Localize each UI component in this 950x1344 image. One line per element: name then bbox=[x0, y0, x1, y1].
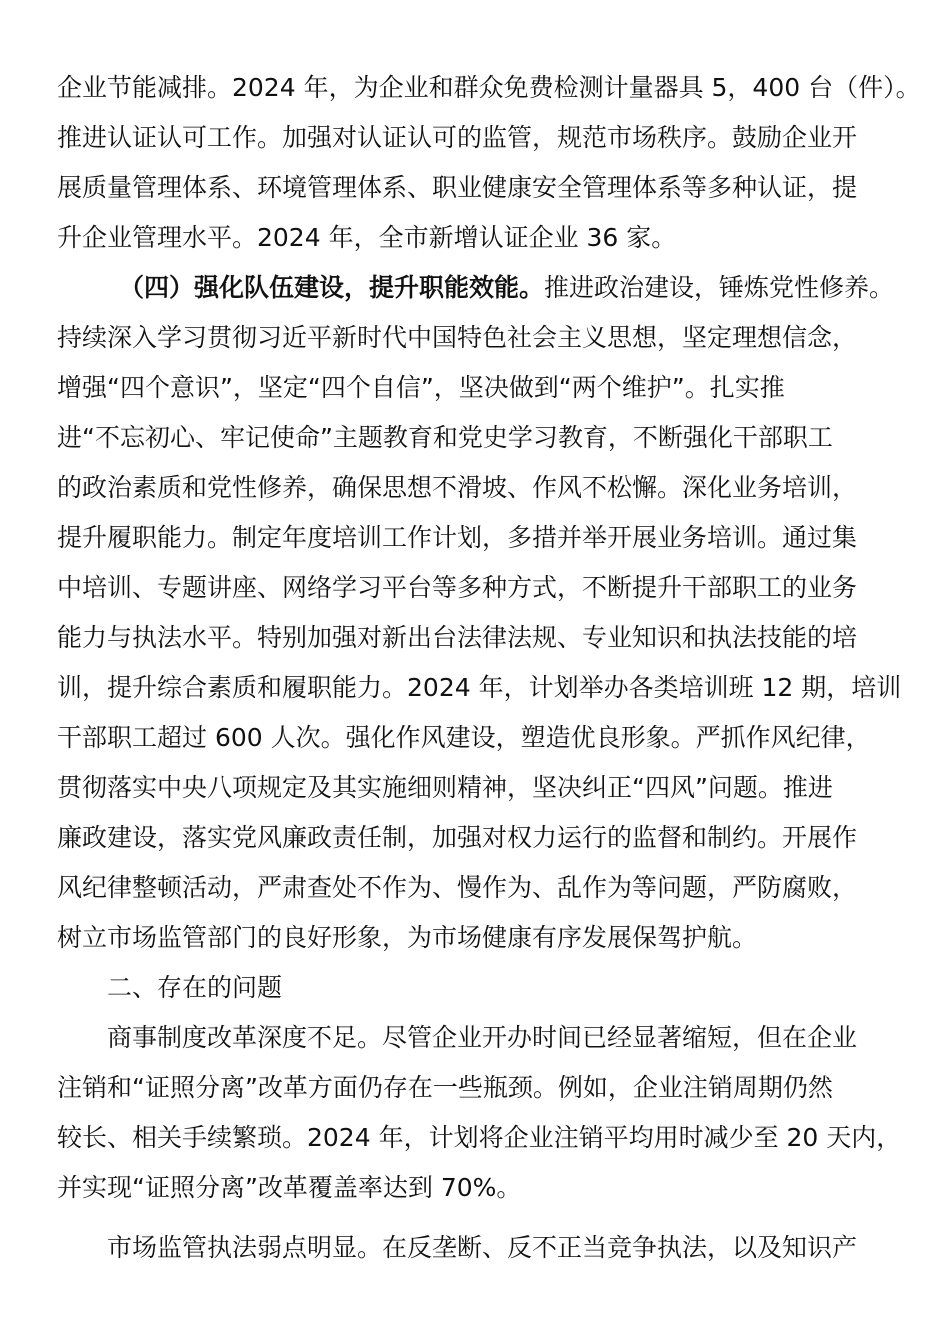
body-line: 较长、相关手续繁琐。2024 年，计划将企业注销平均用时减少至 20 天内， bbox=[57, 1123, 902, 1152]
body-line: 推进认证认可工作。加强对认证认可的监管，规范市场秩序。鼓励企业开 bbox=[57, 123, 858, 152]
body-line: 风纪律整顿活动，严肃查处不作为、慢作为、乱作为等问题，严防腐败， bbox=[57, 873, 858, 902]
body-line: 贯彻落实中央八项规定及其实施细则精神，坚决纠正“四风”问题。推进 bbox=[57, 773, 833, 802]
paragraph-gap bbox=[57, 1213, 897, 1223]
section-heading-problems: 二、存在的问题 bbox=[107, 973, 283, 1002]
body-line: 廉政建设，落实党风廉政责任制，加强对权力运行的监督和制约。开展作 bbox=[57, 823, 858, 852]
section-4-heading: （四）强化队伍建设，提升职能效能。 bbox=[119, 273, 545, 302]
body-line: 训，提升综合素质和履职能力。2024 年，计划举办各类培训班 12 期，培训 bbox=[57, 673, 902, 702]
body-line: 展质量管理体系、环境管理体系、职业健康安全管理体系等多种认证，提 bbox=[57, 173, 858, 202]
body-line: 能力与执法水平。特别加强对新出台法律法规、专业知识和执法技能的培 bbox=[57, 623, 858, 652]
section-4-lead-text: 推进政治建设，锤炼党性修养。 bbox=[544, 273, 895, 302]
body-line: 进“不忘初心、牢记使命”主题教育和党史学习教育，不断强化干部职工 bbox=[57, 423, 833, 452]
body-line: 并实现“证照分离”改革覆盖率达到 70%。 bbox=[57, 1173, 522, 1202]
body-line: 的政治素质和党性修养，确保思想不滑坡、作风不松懈。深化业务培训， bbox=[57, 473, 858, 502]
section-4-first-line bbox=[57, 263, 897, 313]
body-line: 注销和“证照分离”改革方面仍存在一些瓶颈。例如，企业注销周期仍然 bbox=[57, 1073, 833, 1102]
body-line: 升企业管理水平。2024 年，全市新增认证企业 36 家。 bbox=[57, 223, 677, 252]
paragraph-first-line: 市场监管执法弱点明显。在反垄断、反不正当竞争执法，以及知识产 bbox=[107, 1233, 858, 1262]
body-line: 干部职工超过 600 人次。强化作风建设，塑造优良形象。严抓作风纪律， bbox=[57, 723, 871, 752]
document-page bbox=[57, 63, 921, 1273]
body-line: 增强“四个意识”，坚定“四个自信”，坚决做到“两个维护”。扎实推 bbox=[57, 373, 785, 402]
body-line: 中培训、专题讲座、网络学习平台等多种方式，不断提升干部职工的业务 bbox=[57, 573, 858, 602]
body-line: 持续深入学习贯彻习近平新时代中国特色社会主义思想，坚定理想信念， bbox=[57, 323, 858, 352]
body-line: 树立市场监管部门的良好形象，为市场健康有序发展保驾护航。 bbox=[57, 923, 758, 952]
body-line: 企业节能减排。2024 年，为企业和群众免费检测计量器具 5，400 台（件）。 bbox=[57, 73, 921, 102]
paragraph-first-line: 商事制度改革深度不足。尽管企业开办时间已经显著缩短，但在企业 bbox=[107, 1023, 858, 1052]
body-line: 提升履职能力。制定年度培训工作计划，多措并举开展业务培训。通过集 bbox=[57, 523, 858, 552]
